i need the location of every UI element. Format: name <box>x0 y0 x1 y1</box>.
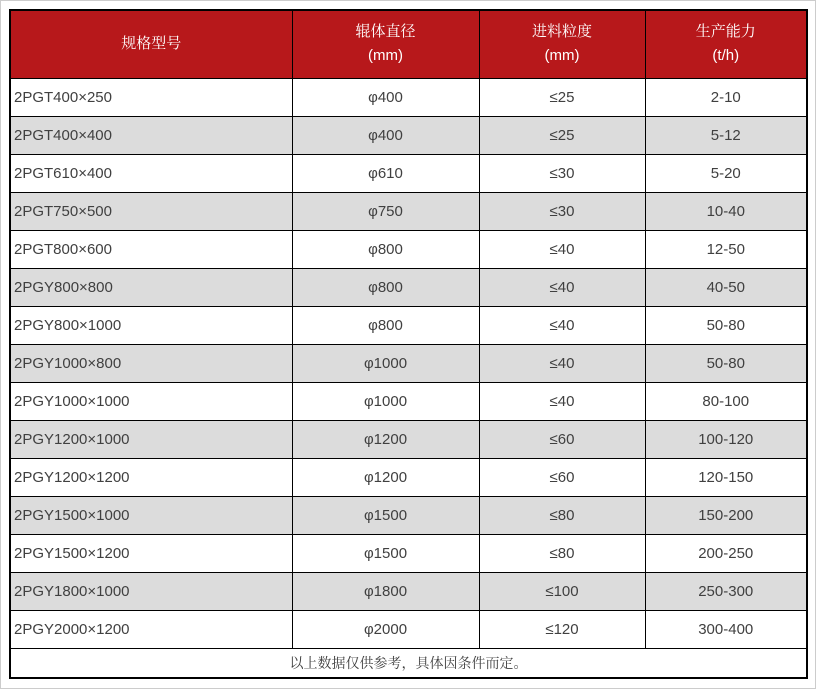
cell-model: 2PGY1000×1000 <box>10 382 292 420</box>
cell-model: 2PGY1500×1200 <box>10 534 292 572</box>
cell-roller-diameter: φ800 <box>292 230 479 268</box>
cell-capacity: 40-50 <box>645 268 807 306</box>
table-row <box>10 344 807 382</box>
header-diameter-label: 辊体直径 <box>355 23 416 41</box>
cell-capacity: 300-400 <box>645 610 807 648</box>
header-feed-size-unit: (mm) <box>544 47 580 65</box>
cell-model: 2PGT800×600 <box>10 230 292 268</box>
cell-capacity: 50-80 <box>645 344 807 382</box>
cell-model: 2PGT750×500 <box>10 192 292 230</box>
cell-roller-diameter: φ1000 <box>292 344 479 382</box>
header-cell-capacity <box>645 10 807 78</box>
cell-capacity: 12-50 <box>645 230 807 268</box>
table-row <box>10 534 807 572</box>
header-capacity-label: 生产能力 <box>695 23 756 41</box>
header-row <box>10 10 807 78</box>
cell-feed-size: ≤40 <box>479 306 645 344</box>
cell-capacity: 80-100 <box>645 382 807 420</box>
table-row <box>10 458 807 496</box>
cell-roller-diameter: φ1200 <box>292 420 479 458</box>
cell-roller-diameter: φ2000 <box>292 610 479 648</box>
header-feed-size-label: 进料粒度 <box>531 23 592 41</box>
cell-feed-size: ≤80 <box>479 534 645 572</box>
cell-capacity: 150-200 <box>645 496 807 534</box>
cell-roller-diameter: φ750 <box>292 192 479 230</box>
header-cell-roller-diameter <box>292 10 479 78</box>
cell-model: 2PGT400×250 <box>10 78 292 116</box>
cell-feed-size: ≤60 <box>479 420 645 458</box>
table-row <box>10 610 807 648</box>
footer-note: 以上数据仅供参考，具体因条件而定。 <box>10 648 807 678</box>
cell-model: 2PGY1200×1000 <box>10 420 292 458</box>
table-row <box>10 154 807 192</box>
cell-model: 2PGY1200×1200 <box>10 458 292 496</box>
cell-roller-diameter: φ400 <box>292 78 479 116</box>
cell-roller-diameter: φ1000 <box>292 382 479 420</box>
cell-feed-size: ≤40 <box>479 230 645 268</box>
cell-model: 2PGY1800×1000 <box>10 572 292 610</box>
cell-roller-diameter: φ1500 <box>292 496 479 534</box>
header-model-label: 规格型号 <box>121 35 182 53</box>
table-row <box>10 268 807 306</box>
header-diameter-unit: (mm) <box>368 47 403 65</box>
cell-feed-size: ≤30 <box>479 192 645 230</box>
cell-capacity: 5-20 <box>645 154 807 192</box>
table-row <box>10 496 807 534</box>
cell-roller-diameter: φ800 <box>292 306 479 344</box>
table-row <box>10 78 807 116</box>
header-cell-model <box>10 10 292 78</box>
cell-feed-size: ≤80 <box>479 496 645 534</box>
cell-capacity: 100-120 <box>645 420 807 458</box>
cell-capacity: 5-12 <box>645 116 807 154</box>
cell-feed-size: ≤25 <box>479 116 645 154</box>
cell-capacity: 10-40 <box>645 192 807 230</box>
cell-feed-size: ≤60 <box>479 458 645 496</box>
header-capacity-unit: (t/h) <box>712 47 740 65</box>
cell-roller-diameter: φ1200 <box>292 458 479 496</box>
table-row <box>10 116 807 154</box>
cell-capacity: 250-300 <box>645 572 807 610</box>
table-row <box>10 192 807 230</box>
cell-feed-size: ≤40 <box>479 382 645 420</box>
cell-model: 2PGY2000×1200 <box>10 610 292 648</box>
spec-table <box>9 9 808 679</box>
cell-roller-diameter: φ1500 <box>292 534 479 572</box>
spec-table-body <box>10 78 807 648</box>
cell-model: 2PGT610×400 <box>10 154 292 192</box>
cell-model: 2PGY1000×800 <box>10 344 292 382</box>
cell-feed-size: ≤30 <box>479 154 645 192</box>
cell-roller-diameter: φ400 <box>292 116 479 154</box>
cell-feed-size: ≤25 <box>479 78 645 116</box>
spec-table-footer <box>10 648 807 678</box>
cell-capacity: 50-80 <box>645 306 807 344</box>
table-row <box>10 230 807 268</box>
cell-model: 2PGY800×800 <box>10 268 292 306</box>
cell-model: 2PGT400×400 <box>10 116 292 154</box>
header-cell-feed-size <box>479 10 645 78</box>
table-row <box>10 382 807 420</box>
cell-feed-size: ≤40 <box>479 268 645 306</box>
cell-roller-diameter: φ800 <box>292 268 479 306</box>
cell-model: 2PGY1500×1000 <box>10 496 292 534</box>
cell-capacity: 120-150 <box>645 458 807 496</box>
table-row <box>10 306 807 344</box>
cell-capacity: 200-250 <box>645 534 807 572</box>
cell-capacity: 2-10 <box>645 78 807 116</box>
cell-model: 2PGY800×1000 <box>10 306 292 344</box>
cell-roller-diameter: φ1800 <box>292 572 479 610</box>
cell-feed-size: ≤100 <box>479 572 645 610</box>
cell-feed-size: ≤40 <box>479 344 645 382</box>
spec-table-header <box>10 10 807 78</box>
footer-row <box>10 648 807 678</box>
table-row <box>10 420 807 458</box>
cell-feed-size: ≤120 <box>479 610 645 648</box>
cell-roller-diameter: φ610 <box>292 154 479 192</box>
table-row <box>10 572 807 610</box>
